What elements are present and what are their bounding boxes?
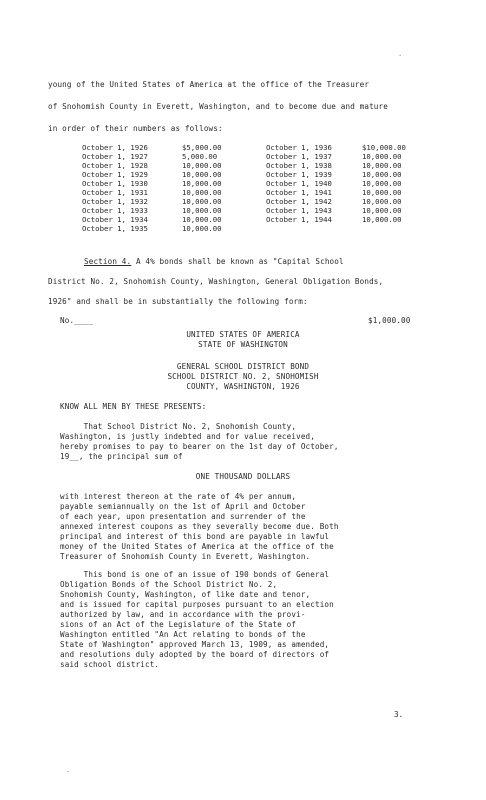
- maturity-amount: 10,000.00: [362, 215, 402, 224]
- maturity-row: [82, 170, 422, 179]
- form-text: and is issued for capital purposes pursuant to an election: [60, 600, 334, 609]
- maturity-row: [82, 179, 422, 188]
- maturity-amount: 10,000.00: [182, 197, 222, 206]
- form-header: UNITED STATES OF AMERICA: [186, 330, 300, 339]
- maturity-amount: 10,000.00: [182, 170, 222, 179]
- form-text: hereby promises to pay to bearer on the 1st day of October,: [60, 442, 339, 451]
- maturity-row: [82, 188, 422, 197]
- form-text: 19__, the principal sum of: [60, 452, 183, 461]
- maturity-amount: 5,000.00: [182, 152, 218, 161]
- form-opening: KNOW ALL MEN BY THESE PRESENTS:: [60, 402, 207, 411]
- margin-dot: .: [398, 50, 403, 58]
- form-text: Treasurer of Snohomish County in Everett, Washington.: [60, 552, 311, 561]
- maturity-date: October 1, 1932: [82, 197, 148, 206]
- maturity-row: [82, 206, 422, 215]
- maturity-date: October 1, 1929: [82, 170, 148, 179]
- maturity-date: October 1, 1944: [266, 215, 332, 224]
- maturity-amount: 10,000.00: [182, 161, 222, 170]
- maturity-date: October 1, 1940: [266, 179, 332, 188]
- form-text: Washington, is justly indebted and for value received,: [60, 432, 315, 441]
- maturity-date: October 1, 1934: [82, 215, 148, 224]
- maturity-row: [82, 224, 422, 233]
- amount-words: ONE THOUSAND DOLLARS: [195, 472, 291, 481]
- bond-number: No.____: [60, 316, 94, 325]
- maturity-date: October 1, 1926: [82, 143, 148, 152]
- maturity-row: [82, 215, 422, 224]
- maturity-date: October 1, 1941: [266, 188, 332, 197]
- intro-line: of Snohomish County in Everett, Washington, and to become due and mature: [48, 102, 388, 111]
- section-line: District No. 2, Snohomish County, Washington, General Obligation Bonds,: [48, 277, 384, 286]
- maturity-row: [82, 161, 422, 170]
- intro-line: young of the United States of America at the office of the Treasurer: [48, 80, 370, 89]
- form-text: said school district.: [60, 660, 160, 669]
- section-label: Section 4.: [84, 257, 132, 266]
- maturity-date: October 1, 1928: [82, 161, 148, 170]
- maturity-amount: 10,000.00: [362, 170, 402, 179]
- form-header: STATE OF WASHINGTON: [198, 340, 288, 349]
- section-line: 1926" and shall be in substantially the following form:: [48, 297, 308, 306]
- maturity-date: October 1, 1939: [266, 170, 332, 179]
- maturity-row: [82, 152, 422, 161]
- maturity-date: October 1, 1937: [266, 152, 332, 161]
- page-number: 3.: [394, 710, 404, 719]
- form-title: COUNTY, WASHINGTON, 1926: [186, 382, 300, 391]
- maturity-amount: 10,000.00: [182, 215, 222, 224]
- form-text: with interest thereon at the rate of 4% per annum,: [60, 492, 297, 501]
- maturity-amount: 10,000.00: [362, 179, 402, 188]
- maturity-date: October 1, 1931: [82, 188, 148, 197]
- form-text: of each year, upon presentation and surrender of the: [60, 512, 306, 521]
- maturity-amount: 10,000.00: [182, 224, 222, 233]
- form-text: This bond is one of an issue of 190 bonds of General: [60, 570, 330, 579]
- maturity-amount: 10,000.00: [182, 179, 222, 188]
- form-text: and resolutions duly adopted by the board of directors of: [60, 650, 330, 659]
- form-text: State of Washington" approved March 13, 1909, as amended,: [60, 640, 330, 649]
- maturity-amount: $5,000.00: [182, 143, 222, 152]
- form-text: Washington entitled "An Act relating to bonds of the: [60, 630, 306, 639]
- section-text: A 4% bonds shall be known as "Capital School: [131, 257, 344, 266]
- maturity-date: October 1, 1938: [266, 161, 332, 170]
- maturity-amount: 10,000.00: [182, 206, 222, 215]
- maturity-amount: 10,000.00: [182, 188, 222, 197]
- maturity-date: October 1, 1936: [266, 143, 332, 152]
- maturity-row: [82, 197, 422, 206]
- section-line: [84, 257, 344, 267]
- maturity-date: October 1, 1930: [82, 179, 148, 188]
- maturity-amount: 10,000.00: [362, 197, 402, 206]
- form-text: principal and interest of this bond are payable in lawful: [60, 532, 330, 541]
- maturity-date: October 1, 1935: [82, 224, 148, 233]
- maturity-date: October 1, 1933: [82, 206, 148, 215]
- maturity-amount: 10,000.00: [362, 152, 402, 161]
- form-text: payable semiannually on the 1st of April and October: [60, 502, 306, 511]
- maturity-amount: 10,000.00: [362, 188, 402, 197]
- form-text: That School District No. 2, Snohomish County,: [60, 422, 297, 431]
- maturity-amount: 10,000.00: [362, 161, 402, 170]
- form-text: authorized by law, and in accordance with the provi-: [60, 610, 306, 619]
- maturity-date: October 1, 1943: [266, 206, 332, 215]
- margin-dot: .: [66, 766, 71, 774]
- form-text: sions of an Act of the Legislature of the State of: [60, 620, 297, 629]
- form-text: money of the United States of America at the office of the: [60, 542, 334, 551]
- form-text: Obligation Bonds of the School District No. 2,: [60, 580, 278, 589]
- maturity-amount: $10,000.00: [362, 143, 406, 152]
- intro-line: in order of their numbers as follows:: [48, 124, 223, 133]
- maturity-amount: 10,000.00: [362, 206, 402, 215]
- form-title: GENERAL SCHOOL DISTRICT BOND: [176, 362, 310, 371]
- bond-amount: $1,000.00: [368, 316, 411, 325]
- form-text: annexed interest coupons as they severally become due. Both: [60, 522, 339, 531]
- maturity-date: October 1, 1942: [266, 197, 332, 206]
- form-title: SCHOOL DISTRICT NO. 2, SNOHOMISH: [167, 372, 319, 381]
- maturity-date: October 1, 1927: [82, 152, 148, 161]
- maturity-row: [82, 143, 422, 152]
- form-text: Snohomish County, Washington, of like date and tenor,: [60, 590, 311, 599]
